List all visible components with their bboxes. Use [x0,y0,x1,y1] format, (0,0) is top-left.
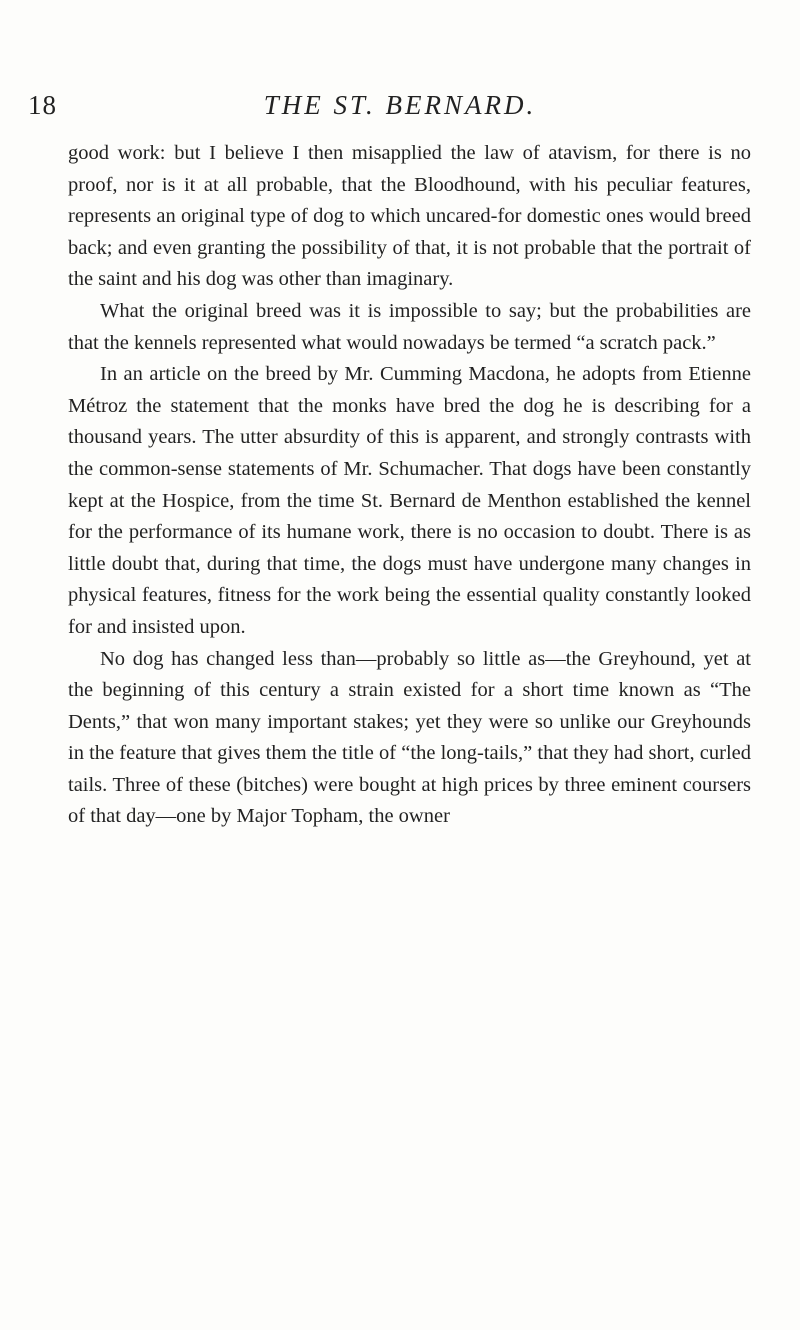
paragraph: In an article on the breed by Mr. Cumming Macdona, he adopts from Etienne Métroz the statement that the monks have bred the dog he is describing for a thousand years. The utter absurdity of this is apparent, and strongly contrasts with the common-sense statements of Mr. Schumacher. That dogs have been constantly kept at the Hospice, from the time St. Bernard de Menthon established the kennel for the performance of its humane work, there is no occasion to doubt. There is as little doubt that, during that time, the dogs must have undergone many changes in physical features, fitness for the work being the essential quality constantly looked for and insisted upon. [68,363,751,638]
paragraph: What the original breed was it is impossible to say; but the probabilities are that the kennels represented what would nowadays be termed “a scratch pack.” [68,299,751,354]
paragraph-continued: good work: but I believe I then misapplied the law of atavism, for there is no proof, nor is it at all probable, that the Bloodhound, with his peculiar features, represents an original type of dog to which uncared-for domestic ones would breed back; and even granting the possibility of that, it is not probable that the portrait of the saint and his dog was other than imaginary. [68,142,751,291]
body-text [68,138,751,833]
page-number: 18 [28,90,57,120]
page-header [28,90,772,130]
running-title: THE ST. BERNARD. [263,90,537,120]
paragraph: No dog has changed less than—probably so little as—the Greyhound, yet at the beginning of this century a strain existed for a short time known as “The Dents,” that won many important stakes; yet they were so unlike our Greyhounds in the feature that gives them the title of “the long-tails,” that they had short, curled tails. Three of these (bitches) were bought at high prices by three eminent coursers of that day—one by Major Topham, the owner [68,647,751,828]
